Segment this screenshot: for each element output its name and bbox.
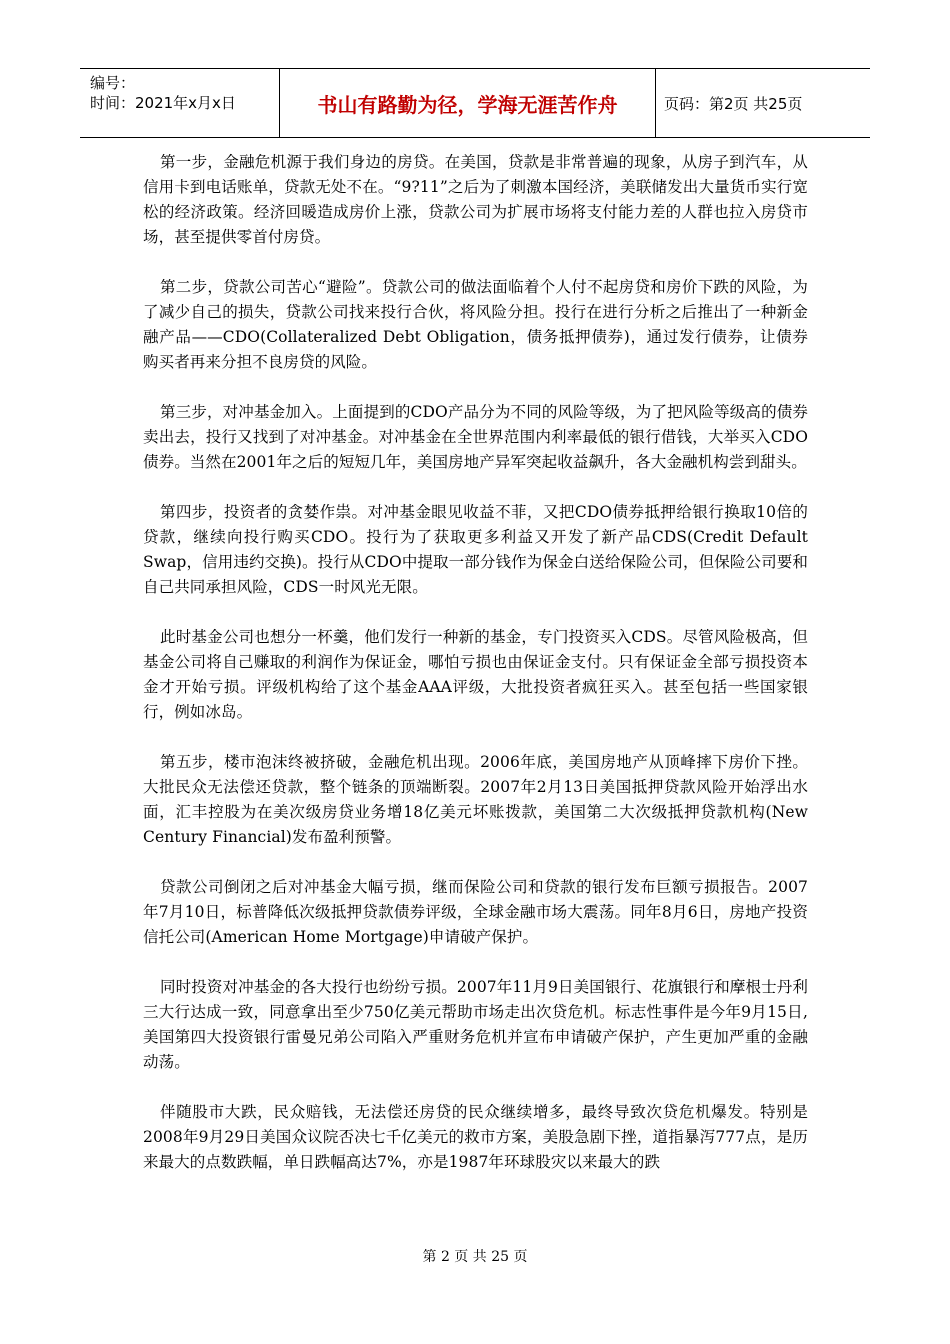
paragraph-step-4: 第四步，投资者的贪婪作祟。对冲基金眼见收益不菲，又把CDO债券抵押给银行换取10倍的贷款，继续向投行购买CDO。投行为了获取更多利益又开发了新产品CDS(Credit Default Swap，信用违约交换)。投行从CDO中提取一部分钱作为保金白送给保险公司，但保险公司要和自己共同承担风险，CDS一时风光无限。 <box>143 503 808 596</box>
paragraph-crash: 伴随股市大跌，民众赔钱，无法偿还房贷的民众继续增多，最终导致次贷危机爆发。特别是2008年9月29日美国众议院否决七千亿美元的救市方案，美股急剧下挫，道指暴泻777点，是历来最大的点数跌幅，单日跌幅高达7%，亦是1987年环球股灾以来最大的跌 <box>143 1103 808 1171</box>
document-time-label: 时间：2021年x月x日 <box>90 94 236 112</box>
paragraph-banks: 同时投资对冲基金的各大投行也纷纷亏损。2007年11月9日美国银行、花旗银行和摩根士丹利三大行达成一致，同意拿出至少750亿美元帮助市场走出次贷危机。标志性事件是今年9月15日,美国第四大投资银行雷曼兄弟公司陷入严重财务危机并宣布申请破产保护，产生更加严重的金融动荡。 <box>143 978 808 1071</box>
paragraph-step-5: 第五步，楼市泡沫终被挤破，金融危机出现。2006年底，美国房地产从顶峰摔下房价下挫。大批民众无法偿还贷款，整个链条的顶端断裂。2007年2月13日美国抵押贷款风险开始浮出水面，汇丰控股为在美次级房贷业务增18亿美元坏账拨款，美国第二大次级抵押贷款机构(New Century Financial)发布盈利预警。 <box>143 753 808 846</box>
document-body <box>143 150 808 1200</box>
header-meta <box>80 69 280 137</box>
paragraph-fund: 此时基金公司也想分一杯羹，他们发行一种新的基金，专门投资买入CDS。尽管风险极高，但基金公司将自己赚取的利润作为保证金，哪怕亏损也由保证金支付。只有保证金全部亏损投资本金才开始亏损。评级机构给了这个基金AAA评级，大批投资者疯狂买入。甚至包括一些国家银行，例如冰岛。 <box>143 628 808 721</box>
page-header <box>80 68 870 138</box>
page-footer: 第 2 页 共 25 页 <box>422 1249 528 1265</box>
header-motto: 书山有路勤为径，学海无涯苦作舟 <box>280 69 656 137</box>
paragraph-losses: 贷款公司倒闭之后对冲基金大幅亏损，继而保险公司和贷款的银行发布巨额亏损报告。2007年7月10日，标普降低次级抵押贷款债券评级，全球金融市场大震荡。同年8月6日，房地产投资信托公司(American Home Mortgage)申请破产保护。 <box>143 878 808 946</box>
paragraph-step-2: 第二步，贷款公司苦心“避险”。贷款公司的做法面临着个人付不起房贷和房价下跌的风险，为了减少自己的损失，贷款公司找来投行合伙，将风险分担。投行在进行分析之后推出了一种新金融产品——CDO(Collateralized Debt Obligation，债务抵押债券)，通过发行债券，让债券购买者再来分担不良房贷的风险。 <box>143 278 808 371</box>
document-number-label: 编号： <box>90 74 136 92</box>
header-page-info: 页码：第2页 共25页 <box>664 94 803 113</box>
paragraph-step-3: 第三步，对冲基金加入。上面提到的CDO产品分为不同的风险等级，为了把风险等级高的债券卖出去，投行又找到了对冲基金。对冲基金在全世界范围内利率最低的银行借钱，大举买入CDO债券。当然在2001年之后的短短几年，美国房地产异军突起收益飙升，各大金融机构尝到甜头。 <box>143 403 808 471</box>
paragraph-step-1: 第一步，金融危机源于我们身边的房贷。在美国，贷款是非常普遍的现象，从房子到汽车，从信用卡到电话账单，贷款无处不在。“9?11”之后为了刺激本国经济，美联储发出大量货币实行宽松的经济政策。经济回暖造成房价上涨，贷款公司为扩展市场将支付能力差的人群也拉入房贷市场，甚至提供零首付房贷。 <box>143 153 808 246</box>
